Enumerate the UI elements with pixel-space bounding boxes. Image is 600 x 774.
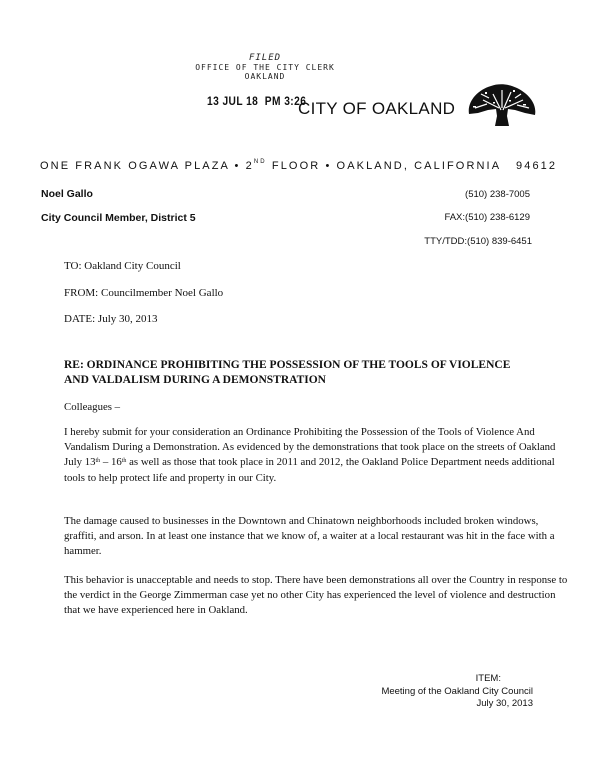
oak-tree-icon [463,80,541,130]
stamp-city: OAKLAND [244,72,286,81]
subject-line-2: AND VALDALISM DURING A DEMONSTRATION [64,374,326,386]
body-paragraph-3: This behavior is unacceptable and needs to stop. There have been demonstrations all over the Country in response to the verdict in the George Zimmerman case yet no other City has experienced the level of violence and destruction that we have experienced here in Oakland. [64,574,568,617]
address-street: ONE FRANK OGAWA PLAZA • 2 [40,160,254,172]
item-block [313,673,533,711]
salutation: Colleagues – [64,401,121,413]
stamp-status: FILED [248,53,282,63]
paragraph-1-text-b: – 16 [100,456,122,469]
item-label: ITEM: [475,673,501,684]
sender-tty: TTY/TDD:(510) 839-6451 [424,236,532,247]
sender-fax: FAX:(510) 238-6129 [444,212,530,223]
item-date: July 30, 2013 [476,698,533,709]
body-paragraph-2: The damage caused to businesses in the Downtown and Chinatown neighborhoods included broken windows, graffiti, and arson. In at least one instance that we know of, a waiter at a local restaurant was hit in the face with a hammer. [64,515,555,558]
ordinal-suffix: th [121,458,127,465]
sender-name: Noel Gallo [41,188,93,200]
stamp-timestamp: 13 JUL 18 PM 3:26 [207,94,307,108]
sender-phone: (510) 238-7005 [465,189,530,200]
ordinal-suffix: th [95,458,101,465]
sender-title: City Council Member, District 5 [41,212,196,224]
memo-from: FROM: Councilmember Noel Gallo [64,287,224,299]
memo-date: DATE: July 30, 2013 [64,313,158,325]
address-line [40,160,557,172]
stamp-office: OFFICE OF THE CITY CLERK [195,63,335,72]
city-name: CITY OF OAKLAND [298,99,456,118]
subject-heading [64,358,564,388]
paragraph-1-text-a: I hereby submit for your consideration an Ordinance Prohibiting the Possession of the Tools of Violence And Vandalism During a Demonstration. As evidenced by the demonstrations that took place on the streets of Oakland July 13 [64,426,556,469]
address-floor-suffix: ND [253,159,267,165]
filed-stamp [190,54,340,81]
item-meeting: Meeting of the Oakland City Council [381,685,533,697]
address-rest: FLOOR • OAKLAND, CALIFORNIA 94612 [266,160,558,172]
subject-line-1: RE: ORDINANCE PROHIBITING THE POSSESSION OF THE TOOLS OF VIOLENCE [64,359,511,371]
memo-to: TO: Oakland City Council [64,260,181,272]
paragraph-1-text-c: as well as those that took place in 2011 and 2012, the Oakland Police Department needs additional tools to help protect life and property in our City. [64,456,555,484]
body-paragraph-1 [64,425,569,486]
